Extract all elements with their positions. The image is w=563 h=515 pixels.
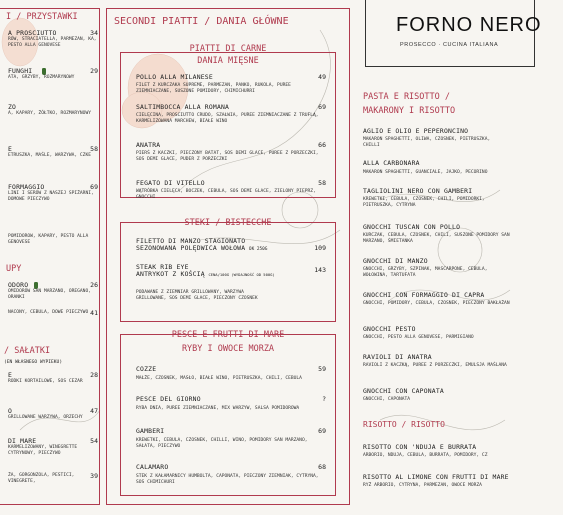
list-item: SALTIMBOCCA ALLA ROMANA 69 CIELĘCINA, PROSCIUTTO CRUDO, SZAŁWIA, PUREE ZIEMNIACZANE Z TRUFLĄ, KARMELIZOWANA MARCHEW, BIAŁE WINO	[136, 103, 326, 124]
meat-header-1: PIATTI DI CARNE	[189, 44, 267, 54]
list-item: STEAK RIB EYE ANTRYKOT Z KOŚCIĄ CENA/100G (WYDAJNOŚĆ OD 500G) 143	[136, 263, 326, 278]
list-item: POMIDOROW, KAPARY, PESTO ALLA GENOVESE	[8, 234, 89, 245]
list-item: E 58 ETRUSZKA, MAŚLE, WARZYWA, CZKE	[8, 145, 98, 158]
list-item: TAGLIOLINI NERO CON GAMBERI KREWETKI, CEBULA, CZOSNEK, CHILI, POMIDORKI, PIETRUSZKA, CYTRYNA	[363, 187, 485, 208]
list-item: AGLIO E OLIO E PEPERONCINO MAKARON SPAGHETTI, OLIWA, CZOSNEK, PIETRUSZKA, CHILLI	[363, 127, 491, 148]
list-item: ZO A, KAPARY, ŻÓŁTKO, ROZMARYNOWY	[8, 103, 91, 116]
vegetarian-icon	[42, 68, 46, 75]
list-item: RISOTTO CON 'NDUJA E BURRATA ARBORIO, NDUJA, CEBULA, BURRATA, POMIDORY, CZ	[363, 443, 488, 458]
right-column	[357, 0, 515, 515]
brand-tagline: PROSECCO · CUCINA ITALIANA	[400, 42, 499, 48]
list-item: DI MARE 54 KARMELIZOWANY, WINEGRETTE CYTRYNOWY, PIECZYWO	[8, 437, 98, 456]
list-item: CALAMARO 68 STEK Z KAŁAMARNICY HUMBOLTA, CAPONATA, PIECZONY ZIEMNIAK, CYTRYNA, SOS CHIMICHURI	[136, 463, 326, 485]
list-item: RISOTTO AL LIMONE CON FRUTTI DI MARE RYŻ ARBORIO, CYTRYNA, PARMEZAN, OWOCE MORZA	[363, 473, 509, 488]
list-item: POLLO ALLA MILANESE 49 FILET Z KURCZAKA SUPREME, PARMEZAN, PANKO, RUKOLA, PUREE ZIEMNIACZANE, SUSZONE POMIDORY, CHIMICHURRI	[136, 73, 326, 94]
meat-header-2: DANIA MIĘSNE	[197, 56, 259, 66]
list-item: FORMAGGIO 69 LINI I SERÓW Z NASZEJ SPIŻARNI, DOMOWE PIECZYWO	[8, 183, 98, 202]
list-item: GNOCCHI DI MANZO GNOCCHI, GRZYBY, SZPINAK, MASCARPONE, CEBULA, WOŁOWINA, TARTUFATA	[363, 257, 488, 278]
vegetarian-icon	[34, 282, 38, 289]
list-item: ANATRA 66 PIERŚ Z KACZKI, PIECZONY BATAT, SOS DEMI GLACE, PUREE Z PORZECZKI, SOS DEMI GLACE, PUDER Z PORZECZKI	[136, 141, 326, 162]
list-item: PESCE DEL GIORNO ? RYBA DNIA, PUREE ZIEMNIACZANE, MIX WARZYW, SALSA POMIDOROWA	[136, 395, 326, 411]
zupy-header: UPY	[6, 264, 22, 274]
list-item: GNOCCHI CON FORMAGGIO DI CAPRA GNOCCHI, POMIDORY, CEBULA, CZOSNEK, PIECZONY BAKŁAŻAN	[363, 291, 510, 306]
middle-column	[106, 0, 350, 515]
antipasti-header: I / PRZYSTAWKI	[6, 12, 78, 22]
list-item: FILETTO DI MANZO STAGIONATO SEZONOWANA POLĘDWICA WOŁOWA OK 250G 109	[136, 237, 326, 252]
list-item: COZZE 59 MAŁŻE, CZOSNEK, MASŁO, BIAŁE WINO, PIETRUSZKA, CHILI, CEBULA	[136, 365, 326, 381]
list-item: RAVIOLI DI ANATRA RAVIOLI Z KACZKĄ, PUREE Z PORZECZKI, EMULSJA MAŚLANA	[363, 353, 507, 368]
list-item: FEGATO DI VITELLO 58 WĄTRÓBKA CIELĘCA, BOCZEK, CEBULA, SOS DEMI GLACE, ZIELONY PIEPRZ, GNOCCHI	[136, 179, 326, 200]
list-item: 39 ŻA, GORGONZOLA, PESTICI, VINEGRETE,	[8, 472, 98, 484]
salatki-note: (EN WŁASNEGO WYPIEKU)	[4, 360, 63, 365]
fish-header-2: RYBY I OWOCE MORZA	[181, 344, 275, 354]
secondi-header: SECONDI PIATTI / DANIA GŁÓWNE	[114, 16, 289, 27]
steak-header: STEKI / BISTECCHE	[184, 218, 272, 228]
list-item: FUNGHI 29 ATA, GRZYBY, ROZMARYNOWY	[8, 67, 98, 80]
list-item: GNOCCHI PESTO GNOCCHI, PESTO ALLA GENOVESE, PARMIGIANO	[363, 325, 474, 340]
left-column	[0, 0, 100, 515]
list-item: ODORO 26 OMIDORÓW SAN MARZANO, OREGANO, ORANKI	[8, 281, 98, 300]
list-item: GAMBERI 69 KREWETKI, CEBULA, CZOSNEK, CHILLI, WINO, POMIDORY SAN MARZANO, SAŁATA, PIECZYWO	[136, 427, 326, 449]
pasta-header-1: PASTA E RISOTTO /	[363, 92, 450, 102]
list-item: E 28 RODKI KORTAILOWE, SOS CEZAR	[8, 371, 98, 384]
list-item: GNOCCHI CON CAPONATA GNOCCHI, CAPONATA	[363, 387, 444, 402]
risotto-header: RISOTTO / RISOTTO	[363, 420, 445, 429]
salatki-header: / SAŁATKI	[4, 346, 51, 356]
pasta-header-2: MAKARONY I RISOTTO	[363, 106, 456, 116]
brand-name: FORNO NERO	[396, 14, 542, 36]
fish-header-1: PESCE E FRUTTI DI MARE	[171, 330, 285, 340]
list-item: ALLA CARBONARA MAKARON SPAGHETTI, GUANCIALE, JAJKO, PECORINO	[363, 159, 488, 175]
list-item: A PROSCIUTTO 34 RÓW, STRACIATELLA, PARMEZAN, KA, PESTO ALLA GENOVESE	[8, 29, 98, 48]
list-item: 41 NACONY, CEBULA, DOWE PIECZYWO	[8, 309, 98, 317]
steak-note: PODAWANE Z ZIEMNIAR GRILLOWANY, WARZYWA GRILLOWANE, SOS DEMI GLACE, PIECZONY CZOSNEK	[136, 290, 258, 301]
list-item: O 47 GRILLOWANE WARZYWA, ORZECHY	[8, 407, 98, 420]
list-item: GNOCCHI TUSCAN CON POLLO KURCZAK, CEBULA, CZOSNEK, CHILI, SUSZONE POMIDORY SAN MARZANO, ŚMIETANKA	[363, 223, 510, 244]
